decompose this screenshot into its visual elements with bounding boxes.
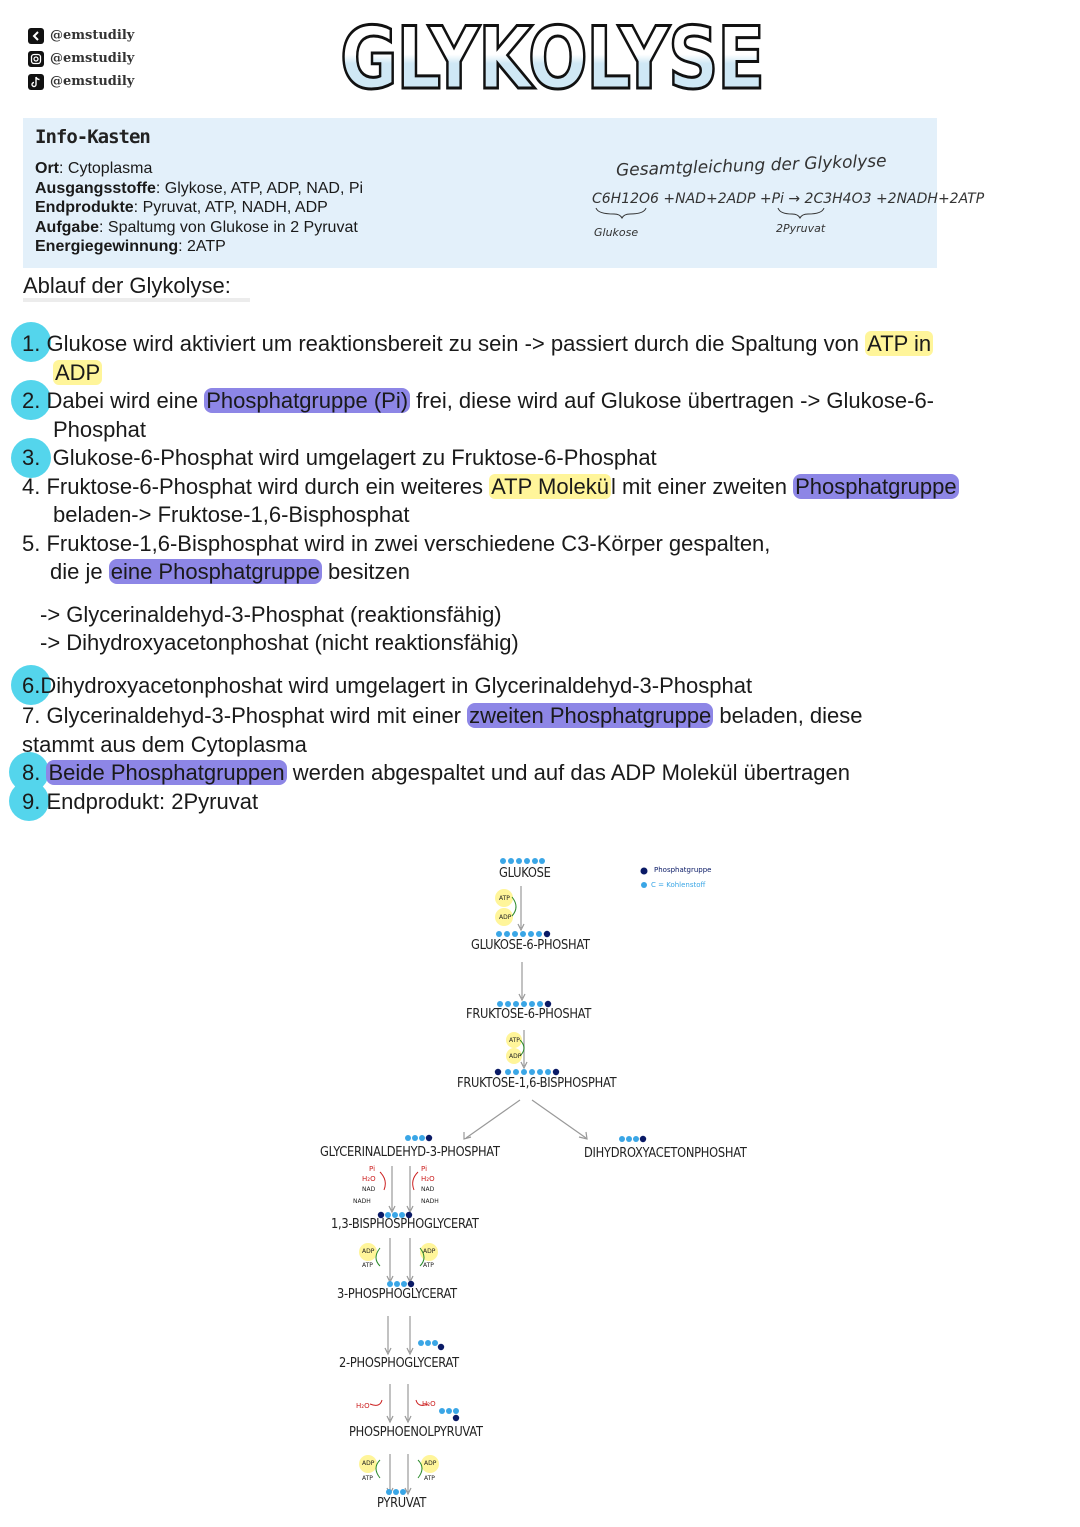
social-handle: @emstudily [50,51,135,66]
equation-title: Gesamtgleichung der Glykolyse [615,151,887,181]
step-5: 5. Fruktose-1,6-Bisphosphat wird in zwei verschiedene C3-Körper gespalten, die je eine Phosphatgruppe besitzen [22,530,771,584]
label-glukose: GLUKOSE [499,866,551,881]
step-1: 1. Glukose wird aktiviert um reaktionsbereit zu sein -> passiert durch die Spaltung von ATP in ADP [22,331,932,385]
step-9: 9. Endprodukt: 2Pyruvat [22,788,259,814]
equation-label-right: 2Pyruvat [776,222,826,235]
cofactor-h2o: H₂O [356,1402,370,1410]
cofactor-adp: ADP [423,1248,436,1255]
cofactor-pi: Pi [421,1165,428,1173]
label-f6p: FRUKTOSE-6-PHOSHAT [466,1007,592,1022]
label-dhap: DIHYDROXYACETONPHOSHAT [584,1146,747,1161]
cofactor-adp: ADP [424,1460,437,1467]
sub-item: -> Glycerinaldehyd-3-Phosphat (reaktionsfähig) [40,601,502,627]
step-4: 4. Fruktose-6-Phosphat wird durch ein weiteres ATP Molekül mit einer zweiten Phosphatgruppe beladen-> Fruktose-1,6-Bisphosphat [22,473,957,527]
label-g6p: GLUKOSE-6-PHOSHAT [471,938,590,953]
step-8: 8. Beide Phosphatgruppen werden abgespaltet und auf das ADP Molekül übertragen [22,760,850,785]
legend-carbon: C = Kohlenstoff [651,881,706,889]
social-handle: @emstudily [50,74,135,89]
label-pg3: 3-PHOSPHOGLYCERAT [337,1287,457,1302]
cofactor-atp: ATP [424,1475,435,1482]
legend-phosphate: Phosphatgruppe [654,866,712,874]
label-gap: GLYCERINALDEHYD-3-PHOSPHAT [320,1145,500,1160]
info-heading: Info-Kasten [35,126,150,148]
cofactor-h2o: H₂O [422,1400,436,1408]
cofactor-nad: NAD [421,1186,435,1193]
info-row: Aufgabe: Spaltumg von Glukose in 2 Pyruvat [35,218,358,236]
step-3: 3. Glukose-6-Phosphat wird umgelagert zu Fruktose-6-Phosphat [22,445,657,470]
cofactor-h2o: H₂O [362,1175,376,1183]
cofactor-nadh: NADH [353,1198,371,1205]
cofactor-h2o: H₂O [421,1175,435,1183]
label-pyruvat: PYRUVAT [377,1496,427,1511]
cofactor-atp: ATP [499,895,510,902]
cofactor-adp: ADP [509,1053,522,1060]
step-6: 6.Dihydroxyacetonphoshat wird umgelagert in Glycerinaldehyd-3-Phosphat [22,672,753,698]
cofactor-nadh: NADH [421,1198,439,1205]
label-pep: PHOSPHOENOLPYRUVAT [349,1425,483,1440]
equation-label-left: Glukose [594,226,639,239]
info-row: Endprodukte: Pyruvat, ATP, NADH, ADP [35,199,328,216]
cofactor-atp: ATP [509,1037,520,1044]
cofactor-atp: ATP [362,1475,373,1482]
page-title: GLYKOLYSE [340,9,764,109]
cofactor-adp: ADP [362,1248,375,1255]
label-f16bp: FRUKTOSE-1,6-BISPHOSPHAT [457,1076,617,1091]
sub-item: -> Dihydroxyacetonphoshat (nicht reaktionsfähig) [40,630,519,655]
label-pg2: 2-PHOSPHOGLYCERAT [339,1356,459,1371]
cofactor-adp: ADP [499,914,512,921]
cofactor-atp: ATP [362,1262,373,1269]
info-row: Energiegewinnung: 2ATP [35,238,226,255]
info-row: Ausgangsstoffe: Glykose, ATP, ADP, NAD, Pi [35,179,364,197]
cofactor-pi: Pi [369,1165,376,1173]
cofactor-adp: ADP [362,1460,375,1467]
cofactor-atp: ATP [423,1262,434,1269]
step-7: 7. Glycerinaldehyd-3-Phosphat wird mit einer zweiten Phosphatgruppe beladen, diese stammt aus dem Cytoplasma [22,703,863,757]
label-bpg: 1,3-BISPHOSPHOGLYCERAT [331,1217,479,1232]
ablauf-heading: Ablauf der Glykolyse: [23,273,231,298]
info-row: Ort: Cytoplasma [35,160,153,177]
social-handle: @emstudily [50,28,135,43]
equation: C6H12O6 +NAD+2ADP +Pi → 2C3H4O3 +2NADH+2ATP [592,191,985,207]
cofactor-nad: NAD [362,1186,376,1193]
step-2: 2. Dabei wird eine Phosphatgruppe (Pi) frei, diese wird auf Glukose übertragen -> Glukose-6- Phosphat [22,388,935,442]
